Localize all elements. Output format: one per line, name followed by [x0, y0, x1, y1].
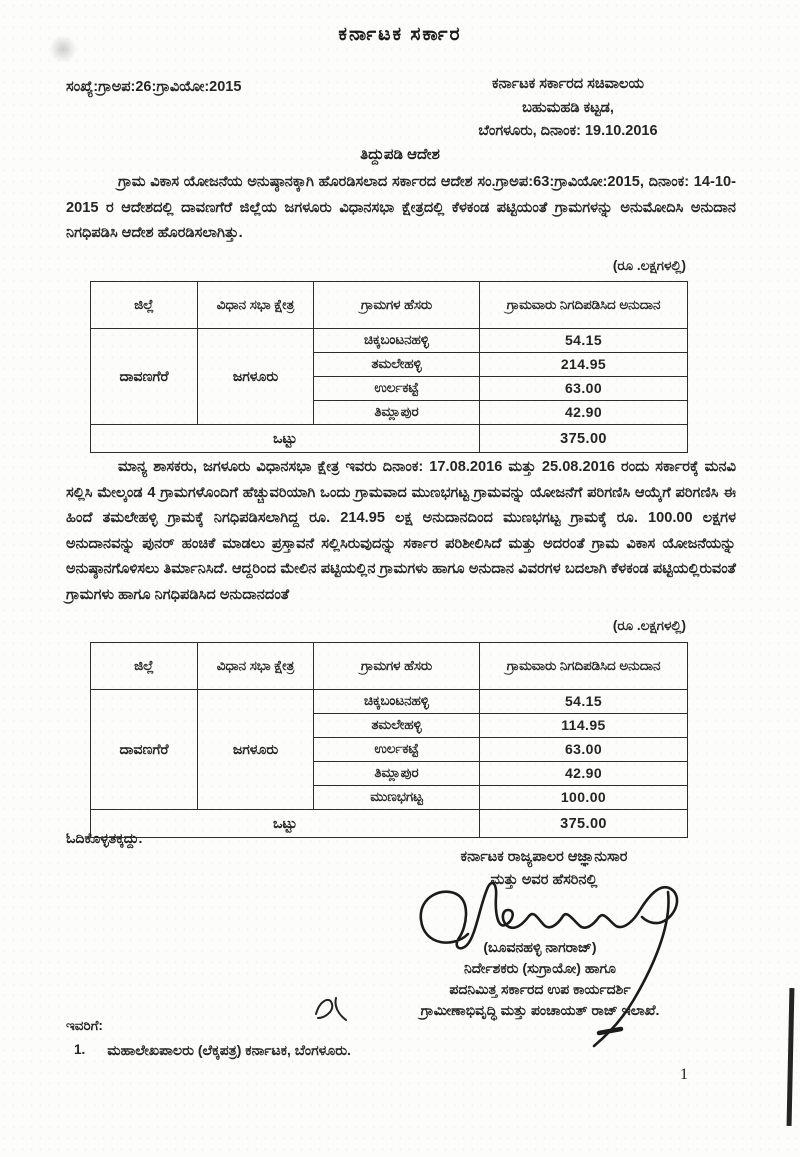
amount-cell: 42.90: [480, 762, 688, 786]
table-total-row: [91, 810, 688, 838]
amount-cell: 54.15: [480, 690, 688, 714]
header-village-name: ಗ್ರಾಮಗಳ ಹೆಸರು: [314, 282, 480, 329]
distribution-item-number: 1.: [74, 1042, 86, 1057]
amount-unit-note-1: (ರೂ .ಲಕ್ಷಗಳಲ್ಲಿ): [612, 258, 686, 273]
read-instruction: ಓದಿಕೊಳ್ಳತಕ್ಕದ್ದು.: [66, 830, 143, 846]
header-village-name: ಗ್ರಾಮಗಳ ಹೆಸರು: [314, 643, 480, 690]
amount-cell: 42.90: [480, 401, 688, 425]
secretariat-date-line: ಬೆಂಗಳೂರು, ದಿನಾಂಕ: 19.10.2016: [478, 123, 658, 139]
header-constituency: ವಿಧಾನ ಸಭಾ ಕ್ಷೇತ್ರ: [198, 643, 314, 690]
distribution-to-label: ಇವರಿಗೆ:: [66, 1018, 103, 1033]
secretariat-line: ಕರ್ನಾಟಕ ಸರ್ಕಾರದ ಸಚಿವಾಲಯ: [492, 76, 644, 92]
distribution-item: [74, 1042, 674, 1059]
village-name-cell: ತಿಮ್ಲಾಪುರ: [314, 401, 480, 425]
authority-line: ಕರ್ನಾಟಕ ರಾಜ್ಯಪಾಲರ ಆಜ್ಞಾನುಸಾರ: [460, 849, 628, 865]
signatory-block: [340, 936, 740, 1021]
amount-cell: 114.95: [480, 714, 688, 738]
table-row: [91, 329, 688, 353]
designation-line: ಗ್ರಾಮೀಣಾಭಿವೃದ್ಧಿ ಮತ್ತು ಪಂಚಾಯತ್ ರಾಜ್ ಇಲಾಖೆ.: [420, 1002, 660, 1018]
amount-cell: 63.00: [480, 738, 688, 762]
reference-number: ಸಂಖ್ಯೆ:ಗ್ರಾಅಪ:26:ಗ್ರಾವಿಯೋ:2015: [66, 79, 242, 95]
total-amount-cell: 375.00: [480, 425, 688, 453]
document-title: ಕರ್ನಾಟಕ ಸರ್ಕಾರ: [338, 24, 462, 45]
scan-edge-artifact: [787, 988, 795, 1126]
amount-unit-note-2: (ರೂ .ಲಕ್ಷಗಳಲ್ಲಿ): [612, 618, 686, 633]
header-constituency: ವಿಧಾನ ಸಭಾ ಕ್ಷೇತ್ರ: [198, 282, 314, 329]
constituency-cell: ಜಗಳೂರು: [198, 329, 314, 425]
designation-line: ಪದನಿಮಿತ್ತ ಸರ್ಕಾರದ ಉಪ ಕಾರ್ಯದರ್ಶಿ: [449, 981, 631, 997]
paragraph-2: ಮಾನ್ಯ ಶಾಸಕರು, ಜಗಳೂರು ವಿಧಾನಸಭಾ ಕ್ಷೇತ್ರ ಇವರು ದಿನಾಂಕ: 17.08.2016 ಮತ್ತು 25.08.2016 ರಂದು ಸರ್ಕಾರಕ್ಕೆ ಮನವಿ ಸಲ್ಲಿಸಿ ಮೇಲ್ಕಂಡ 4 ಗ್ರಾಮಗಳೊಂದಿಗೆ ಹೆಚ್ಚುವರಿಯಾಗಿ ಒಂದು ಗ್ರಾಮವಾದ ಮುಣಭಗಟ್ಟ ಗ್ರಾಮವನ್ನು ಯೋಜನೆಗೆ ಪರಿಗಣಿಸಿ ಆಯ್ಕೆಗೆ ಪರಿಗಣಿಸಿ ಈ ಹಿಂದೆ ತಮಲೇಹಳ್ಳಿ ಗ್ರಾಮಕ್ಕೆ ನಿಗಧಿಪಡಿಸಲಾಗಿದ್ದ ರೂ. 214.95 ಲಕ್ಷ ಅನುದಾನದಿಂದ ಮುಣಭಗಟ್ಟ ಗ್ರಾಮಕ್ಕೆ ರೂ. 100.00 ಲಕ್ಷಗಳ ಅನುದಾನವನ್ನು ಪುನರ್ ಹಂಚಿಕೆ ಮಾಡಲು ಪ್ರಸ್ತಾವನೆ ಸಲ್ಲಿಸಿರುವುದನ್ನು ಸರ್ಕಾರ ಪರಿಶೀಲಿಸಿದೆ ಮತ್ತು ಅದರಂತೆ ಗ್ರಾಮ ವಿಕಾಸ ಯೋಜನೆಯನ್ನು ಅನುಷ್ಠಾನಗೊಳಿಸಲು ತಿರ್ಮಾನಿಸಿದೆ. ಆದ್ದರಿಂದ ಮೇಲಿನ ಪಟ್ಟಿಯಲ್ಲಿನ ಗ್ರಾಮಗಳು ಹಾಗೂ ಅನುದಾನ ವಿವರಗಳ ಬದಲಾಗಿ ಕೆಳಕಂಡ ಪಟ್ಟಿಯಲ್ಲಿರುವಂತೆ ಗ್ರಾಮಗಳು ಹಾಗೂ ನಿಗಧಿಪಡಿಸಿದ ಅನುದಾನದಂತೆ: [66, 459, 736, 603]
header-grant-amount: ಗ್ರಾಮವಾರು ನಿಗದಿಪಡಿಸಿದ ಅನುದಾನ: [480, 282, 688, 329]
village-name-cell: ಉರ್ಲಕಟ್ಟೆ: [314, 738, 480, 762]
paragraph-1: ಗ್ರಾಮ ವಿಕಾಸ ಯೋಜನೆಯ ಅನುಷ್ಠಾನಕ್ಕಾಗಿ ಹೊರಡಿಸಲಾದ ಸರ್ಕಾರದ ಆದೇಶ ಸಂ.ಗ್ರಾಅಪ:63:ಗ್ರಾವಿಯೋ:2015, ದಿನಾಂಕ: 14-10-2015 ರ ಆದೇಶದಲ್ಲಿ ದಾವಣಗೆರೆ ಜಿಲ್ಲೆಯ ಜಗಳೂರು ವಿಧಾನಸಭಾ ಕ್ಷೇತ್ರದಲ್ಲಿ ಕೆಳಕಂಡ ಪಟ್ಟಿಯಂತೆ ಗ್ರಾಮಗಳನ್ನು ಅನುಮೋದಿಸಿ ಅನುದಾನ ನಿಗಧಿಪಡಿಸಿ ಆದೇಶ ಹೊರಡಿಸಲಾಗಿತ್ತು.: [66, 174, 736, 242]
designation-line: ನಿರ್ದೇಶಕರು (ಸುಗ್ರಾಯೋ) ಹಾಗೂ: [464, 960, 616, 976]
handwritten-initial-scribble: [310, 994, 350, 1022]
district-cell: ದಾವಣಗೆರೆ: [91, 690, 198, 810]
constituency-cell: ಜಗಳೂರು: [198, 690, 314, 810]
header-grant-amount: ಗ್ರಾಮವಾರು ನಿಗದಿಪಡಿಸಿದ ಅನುದಾನ: [480, 643, 688, 690]
header-district: ಜಿಲ್ಲೆ: [91, 643, 198, 690]
distribution-item-text: ಮಹಾಲೇಖಪಾಲರು (ಲೆಕ್ಕಪತ್ರ) ಕರ್ನಾಟಕ, ಬೆಂಗಳೂರು.: [107, 1042, 351, 1058]
signatory-name: (ಬೂವನಹಳ್ಳಿ ನಾಗರಾಜ್): [483, 939, 597, 955]
amount-cell: 100.00: [480, 786, 688, 810]
secretariat-line: ಬಹುಮಹಡಿ ಕಟ್ಟಡ,: [522, 99, 614, 116]
grant-table-1: [90, 281, 688, 453]
total-amount-cell: 375.00: [480, 810, 688, 838]
village-name-cell: ತಮಲೇಹಳ್ಳಿ: [314, 353, 480, 377]
secretariat-address-block: [448, 73, 688, 144]
total-label-cell: ಒಟ್ಟು: [91, 425, 480, 453]
village-name-cell: ಉರ್ಲಕಟ್ಟೆ: [314, 377, 480, 401]
village-name-cell: ಚಿಕ್ಕಬಂಟನಹಳ್ಳಿ: [314, 329, 480, 353]
amount-cell: 214.95: [480, 353, 688, 377]
village-name-cell: ಮುಣಭಗಟ್ಟ: [314, 786, 480, 810]
table-total-row: [91, 425, 688, 453]
amount-cell: 63.00: [480, 377, 688, 401]
village-name-cell: ತಿಮ್ಲಾಪುರ: [314, 762, 480, 786]
total-label-cell: ಒಟ್ಟು: [91, 810, 480, 838]
village-name-cell: ಚಿಕ್ಕಬಂಟನಹಳ್ಳಿ: [314, 690, 480, 714]
page-number: 1: [680, 1066, 688, 1083]
table-header-row: [91, 282, 688, 329]
authority-line: ಮತ್ತು ಅವರ ಹೆಸರಿನಲ್ಲಿ: [490, 872, 598, 888]
amount-cell: 54.15: [480, 329, 688, 353]
grant-table-2: [90, 642, 688, 838]
order-type-heading: ತಿದ್ದುಪಡಿ ಆದೇಶ: [360, 146, 440, 163]
village-name-cell: ತಮಲೇಹಳ್ಳಿ: [314, 714, 480, 738]
table-header-row: [91, 643, 688, 690]
table-row: [91, 690, 688, 714]
district-cell: ದಾವಣಗೆರೆ: [91, 329, 198, 425]
header-district: ಜಿಲ್ಲೆ: [91, 282, 198, 329]
